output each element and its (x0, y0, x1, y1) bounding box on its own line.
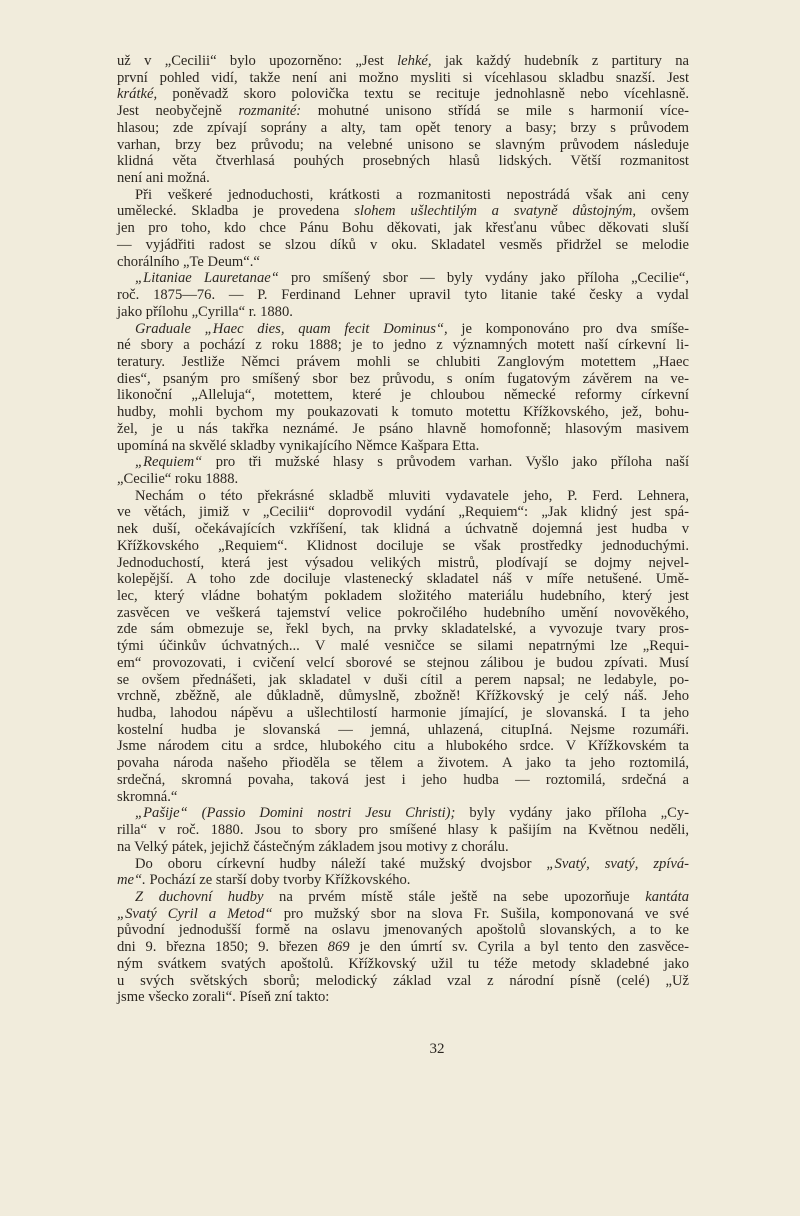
italic-text: „Litaniae Lauretanae“ (135, 270, 279, 287)
text-line (117, 321, 689, 338)
text-run: Jest neobyčejně (117, 103, 239, 120)
paragraph (117, 53, 689, 187)
paragraph (117, 187, 689, 271)
text-run: u svých světských sborů; melodický základ vzal z národní písně (celé) „Už (117, 972, 689, 989)
text-line (117, 270, 689, 287)
text-line (117, 605, 689, 622)
text-line (117, 555, 689, 572)
text-run: — vyjádřiti radost se slzou díků v oku. Skladatel vesměs přidržel se melodie (117, 236, 689, 253)
text-line (117, 755, 689, 772)
italic-text: slohem ušlechtilým a svatyně důstojným, (354, 203, 637, 220)
text-run: chorálního „Te Deum“.“ (117, 253, 260, 270)
text-run: byly vydány jako příloha „Cy- (455, 805, 690, 822)
paragraph (117, 454, 689, 487)
italic-text: „Svatý, svatý, zpívá- (546, 855, 689, 872)
italic-text: Z duchovní hudby (135, 888, 264, 905)
text-line (117, 688, 689, 705)
text-run: je den úmrtí sv. Cyrila a byl tento den zasvěce- (349, 939, 689, 956)
text-line (117, 86, 689, 103)
italic-text: krátké, (117, 86, 158, 103)
document-body (117, 53, 689, 1006)
text-line (117, 789, 689, 806)
text-line (117, 337, 689, 354)
text-run: upomíná na skvělé skladby vynikajícího Němce Kašpara Etta. (117, 437, 480, 454)
text-run: roč. 1875—76. — P. Ferdinand Lehner upravil tyto litanie také česky a vydal (117, 287, 689, 304)
text-line (117, 705, 689, 722)
text-run: nek duší, očekávajících vzkříšení, tak klidná a úchvatně dojemná jest hudba v (117, 521, 689, 538)
text-run: na prvém místě stále ještě na sebe upozorňuje (263, 888, 646, 905)
text-line (117, 805, 689, 822)
text-run: varhan, brzy bez průvodu; na velebné unisono se slavným průvodem následuje (117, 136, 689, 153)
text-line (117, 70, 689, 87)
text-run: jako přílohu „Cyrilla“ r. 1880. (117, 303, 293, 320)
text-line (117, 137, 689, 154)
text-line (117, 287, 689, 304)
text-line (117, 521, 689, 538)
page-number: 32 (429, 1041, 445, 1057)
text-line (117, 203, 689, 220)
text-run: rilla“ v roč. 1880. Jsou to sbory pro smíšené hlasy k pašijím na Květnou neděli, (117, 822, 689, 839)
text-line (117, 53, 689, 70)
text-run: ovšem (636, 203, 689, 220)
text-run: se ovšem přednášeti, jak skladatel v duši cítil a perem napsal; ne ledabyle, po- (117, 671, 689, 688)
text-run: hudba, lahodou nápěvu a ušlechtilostí harmonie jímající, je slovanská. I ta jeho (117, 705, 689, 722)
text-run: pro tři mužské hlasy s průvodem varhan. Vyšlo jako příloha naší (202, 454, 689, 471)
text-run: né sbory a pochází z roku 1888; je to jedno z významných motett naší církevní li- (117, 337, 689, 354)
text-run: už v „Cecilii“ bylo upozorněno: „Jest (117, 53, 398, 69)
italic-text: 869 (327, 939, 350, 956)
text-run: ve větách, jimiž v „Cecilii“ doprovodil vydání „Requiem“: „Jak klidný jest spá- (117, 504, 689, 521)
text-run: Jsme národem citu a srdce, hlubokého citu a hlubokého srdce. V Křížkovském ta (117, 738, 689, 755)
text-run: jen pro toho, kdo chce Pánu Bohu děkovati, jak křesťanu vůbec děkovati sluší (117, 220, 689, 237)
text-line (117, 973, 689, 990)
text-line (117, 187, 689, 204)
text-line (117, 237, 689, 254)
italic-text: Graduale „Haec dies, quam fecit Dominus“, (135, 320, 448, 337)
text-line (117, 304, 689, 321)
text-line (117, 621, 689, 638)
text-run: pro smíšený sbor — byly vydány jako příloha „Cecilie“, (278, 270, 690, 287)
paragraph (117, 270, 689, 320)
text-run: není ani možná. (117, 170, 210, 187)
text-line (117, 438, 689, 455)
text-line (117, 538, 689, 555)
text-line (117, 504, 689, 521)
text-run: hudby, mohli bychom my poukazovati k tomuto motettu Křížkovského, jež, bohu- (117, 404, 689, 421)
italic-text: lehké, (397, 53, 432, 69)
text-run: první pohled vidí, takže není ani možno mysliti si vícehlasou skladbu snazší. Jest (117, 69, 689, 86)
text-run: tými účinkův úchvatných... V malé vesničce se silami nepatrnými lze „Requi- (117, 638, 689, 655)
text-run: zde sám obmezuje se, řekl bych, na prvky skladatelské, a vyvozuje tvary pros- (117, 621, 689, 638)
text-run: Pochází ze starší doby tvorby Křížkovského. (145, 872, 411, 889)
text-run: skromná.“ (117, 788, 178, 805)
text-run: kolepější. A toho zde dociluje vlastenecký skladatel náš v míře netušené. Umě- (117, 571, 689, 588)
text-line (117, 722, 689, 739)
text-line (117, 989, 689, 1006)
text-run: Jednoduchostí, která jest výsadou velikých mistrů, plodívají se dojmy nejvel- (117, 554, 689, 571)
text-run: vrchně, zběžně, ale důkladně, důmyslně, zbožně! Křížkovský je celý náš. Jeho (117, 688, 689, 705)
text-run: ným svátkem svatých apoštolů. Křížkovský užil tu téže metody skladebné jako (117, 955, 689, 972)
text-line (117, 856, 689, 873)
paragraph (117, 321, 689, 455)
text-run: umělecké. Skladba je provedena (117, 203, 355, 220)
text-line (117, 153, 689, 170)
text-line (117, 454, 689, 471)
paragraph (117, 488, 689, 806)
text-line (117, 939, 689, 956)
text-line (117, 588, 689, 605)
text-run: povaha národa našeho přioděla se tělem a životem. A jako ta jeho roztomilá, (117, 755, 689, 772)
text-line (117, 956, 689, 973)
text-line (117, 672, 689, 689)
text-run: hlasou; zde zpívají soprány a alty, tam opět tenory a basy; brzy s průvodem (117, 119, 689, 136)
text-run: Při veškeré jednoduchosti, krátkosti a rozmanitosti nepostrádá však ani ceny (135, 186, 689, 203)
italic-text: kantáta (645, 888, 689, 905)
text-run: klidná věta čtverhlasá pouhých prosebných hlasů lidských. Větší rozmanitost (117, 153, 689, 170)
text-run: žel, je u nás takřka neznámé. Je psáno hlavně homofonně; hlasovým masivem (117, 420, 689, 437)
paragraph (117, 856, 689, 889)
text-run: likonoční „Alleluja“, motettem, které je chloubou německé reformy církevní (117, 387, 689, 404)
text-line (117, 872, 689, 889)
text-run: na Velký pátek, jejichž částečným základem jsou motivy z chorálu. (117, 838, 509, 855)
text-line (117, 170, 689, 187)
paragraph (117, 805, 689, 855)
text-line (117, 922, 689, 939)
text-line (117, 254, 689, 271)
text-line (117, 571, 689, 588)
text-run: Křížkovského „Requiem“. Klidnost dociluje se však prostředky jednoduchými. (117, 537, 689, 554)
text-run: jak každý hudebník z partitury na (431, 53, 689, 69)
text-run: dni 9. března 1850; 9. březen (117, 939, 328, 956)
text-line (117, 387, 689, 404)
text-line (117, 906, 689, 923)
text-line (117, 772, 689, 789)
italic-text: me“. (117, 872, 146, 889)
text-line (117, 655, 689, 672)
text-line (117, 839, 689, 856)
text-line (117, 354, 689, 371)
italic-text: „Pašije“ (Passio Domini nostri Jesu Christi); (135, 805, 456, 822)
text-line (117, 889, 689, 906)
italic-text: „Requiem“ (135, 454, 203, 471)
text-line (117, 120, 689, 137)
italic-text: rozmanité: (238, 103, 302, 120)
text-line (117, 103, 689, 120)
text-run: kostelní hudba je slovanská — jemná, uhlazená, citupIná. Nejsme rozumáři. (117, 721, 689, 738)
text-run: „Cecilie“ roku 1888. (117, 470, 239, 487)
paragraph (117, 889, 689, 1006)
text-run: je komponováno pro dva smíše- (447, 320, 690, 337)
text-line (117, 421, 689, 438)
text-line (117, 822, 689, 839)
text-run: teratury. Jestliže Němci právem mohli se chlubiti Zanglovým motettem „Haec (117, 353, 689, 370)
text-run: původní jednodušší formě na oslavu jmenovaných apoštolů slovanských, a to ke (117, 922, 689, 939)
text-line (117, 638, 689, 655)
text-run: srdečná, skromná povaha, taková jest i jeho hudba — roztomilá, srdečná a (117, 771, 689, 788)
italic-text: „Svatý Cyril a Metod“ (117, 905, 273, 922)
text-run: em“ provozovati, i cvičení velcí sborové se stejnou zálibou je budou zpívati. Musí (117, 654, 689, 671)
text-line (117, 488, 689, 505)
text-run: zasvěcen ve veškerá tajemství velice pokročilého hudebního umění novověkého, (117, 604, 689, 621)
text-run: poněvadž skoro polovička textu se recituje jednohlasně nebo vícehlasně. (157, 86, 689, 103)
text-run: dies“, psaným pro smíšený sbor bez průvodu, s oním fugatovým závěrem na ve- (117, 370, 689, 387)
text-run: jsme všecko zorali“. Píseň zní takto: (117, 989, 330, 1006)
text-line (117, 738, 689, 755)
text-line (117, 404, 689, 421)
text-line (117, 371, 689, 388)
text-run: Nechám o této překrásné skladbě mluviti vydavatele jeho, P. Ferd. Lehnera, (135, 487, 689, 504)
text-run: mohutné unisono střídá se mile s harmonií více- (301, 103, 690, 120)
text-run: Do oboru církevní hudby náleží také mužský dvojsbor (135, 855, 547, 872)
text-line (117, 471, 689, 488)
text-line (117, 220, 689, 237)
text-run: pro mužský sbor na slova Fr. Sušila, komponovaná ve své (272, 905, 689, 922)
text-run: lec, který vládne bohatým pokladem složitého materiálu hudebního, který jest (117, 588, 689, 604)
